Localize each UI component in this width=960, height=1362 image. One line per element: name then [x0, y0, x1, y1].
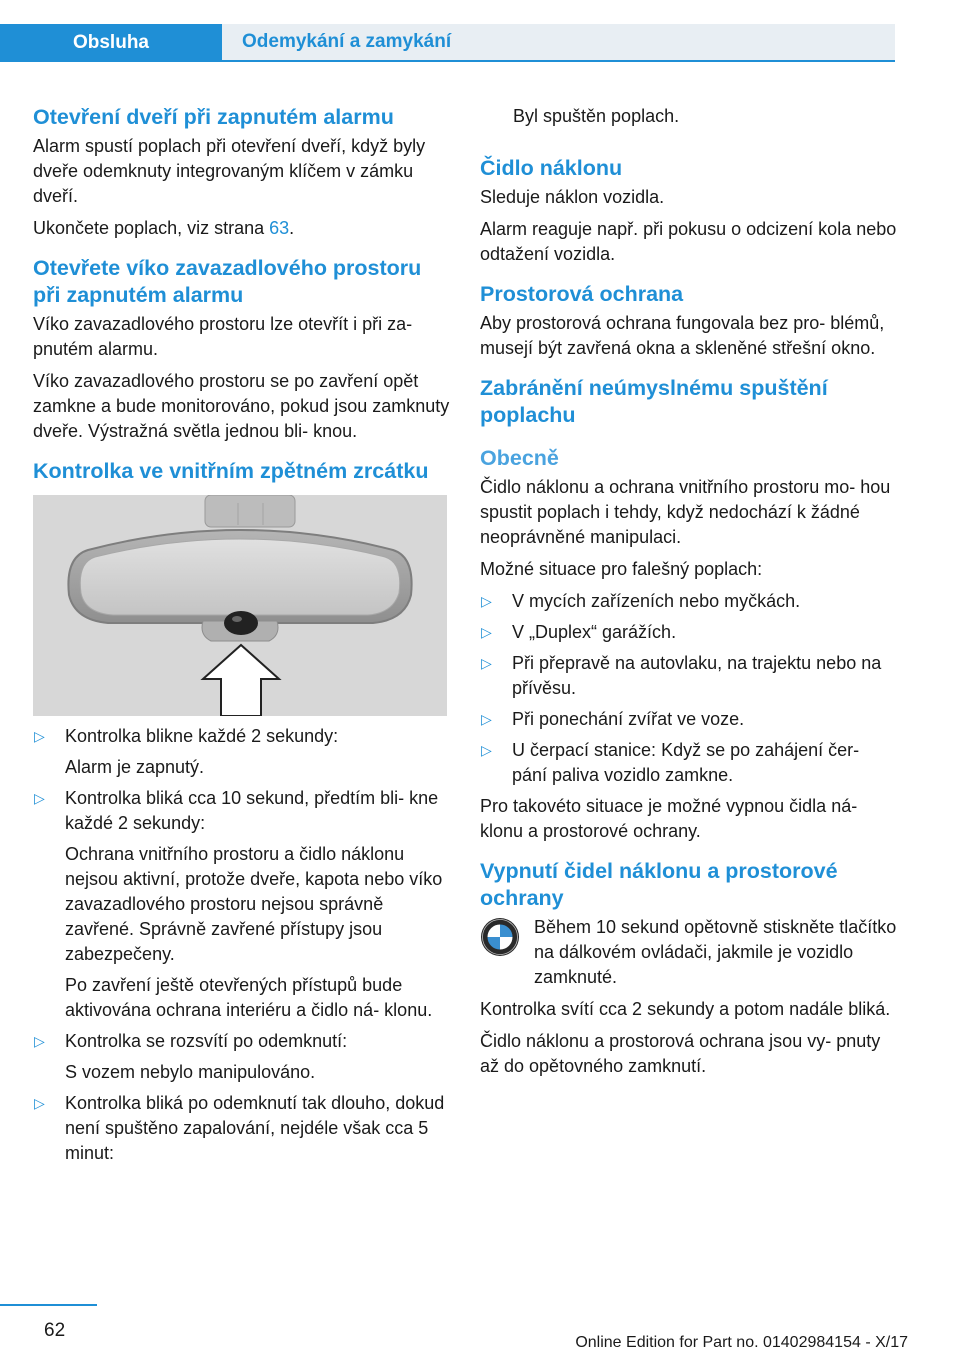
paragraph-page-reference	[33, 216, 451, 241]
triangle-right-icon: ▷	[481, 624, 492, 640]
list-item	[480, 738, 898, 788]
triangle-right-icon: ▷	[34, 1095, 45, 1111]
list-item-detail: S vozem nebylo manipulováno.	[65, 1062, 316, 1082]
heading-avoid-false-alarm: Zabránění neúmyslnému spuštění poplachu	[480, 376, 828, 427]
footer-divider	[0, 1304, 97, 1306]
list-item	[33, 724, 451, 780]
reference-end: .	[289, 218, 295, 238]
page-link[interactable]: 63	[269, 218, 290, 238]
list-item-detail: Alarm je zapnutý.	[65, 757, 205, 777]
heading-disable-sensors: Vypnutí čidel náklonu a prostorové ochrany	[480, 859, 838, 910]
list-item	[33, 1029, 451, 1085]
list-item	[33, 786, 451, 1023]
page-number: 62	[44, 1320, 66, 1341]
paragraph: Čidlo náklonu a prostorová ochrana jsou vy‐ pnuty až do opětovného zamknutí.	[480, 1031, 881, 1076]
rearview-mirror-image	[33, 495, 447, 716]
list-item-text: V „Duplex“ garážích.	[512, 622, 677, 642]
page-header	[0, 0, 960, 62]
list-item-text: Při přepravě na autovlaku, na trajektu nebo na přívěsu.	[512, 653, 882, 698]
paragraph: Sleduje náklon vozidla.	[480, 187, 665, 207]
paragraph: Víko zavazadlového prostoru se po zavření opět zamkne a bude monitorováno, pokud jsou zamknuty dveře. Výstražná světla jednou bli‐ knou.	[33, 371, 450, 441]
triangle-right-icon: ▷	[34, 790, 45, 806]
triangle-right-icon: ▷	[34, 728, 45, 744]
list-item-text: Kontrolka se rozsvítí po odemknutí:	[65, 1031, 348, 1051]
heading-door-opening-alarm: Otevření dveří při zapnutém alarmu	[33, 105, 394, 129]
paragraph: Čidlo náklonu a ochrana vnitřního prostoru mo‐ hou spustit poplach i tehdy, když nedochází k žádné neoprávněné manipulaci.	[480, 477, 891, 547]
list-item-text: U čerpací stanice: Když se po zahájení čer‐ pání paliva vozidlo zamkne.	[512, 740, 860, 785]
heading-interior-protection: Prostorová ochrana	[480, 282, 684, 306]
list-item	[480, 651, 898, 701]
header-divider	[222, 60, 895, 62]
paragraph: Alarm reaguje např. při pokusu o odcizení kola nebo odtažení vozidla.	[480, 219, 897, 264]
subheading-general: Obecně	[480, 446, 559, 470]
remote-instruction	[480, 915, 898, 990]
indicator-states-list	[33, 724, 451, 1166]
heading-trunk-lid-alarm: Otevřete víko zavazadlového prostoru při zapnutém alarmu	[33, 256, 422, 307]
paragraph: Aby prostorová ochrana fungovala bez pro‐ blémů, musejí být zavřená okna a skleněné střešní okno.	[480, 313, 885, 358]
mirror-illustration	[33, 495, 447, 716]
list-item-text: Kontrolka bliká cca 10 sekund, předtím bli‐ kne každé 2 sekundy:	[65, 788, 439, 833]
false-alarm-situations-list	[480, 589, 898, 788]
paragraph: Kontrolka svítí cca 2 sekundy a potom nadále bliká.	[480, 999, 891, 1019]
triangle-right-icon: ▷	[34, 1033, 45, 1049]
list-item-detail: Ochrana vnitřního prostoru a čidlo náklonu nejsou aktivní, protože dveře, kapota nebo víko zavazadlového prostoru nejsou správně zavřené. Správně zavřené přístupy jsou zabezpečeny.	[65, 844, 443, 964]
tab-chapter-title: Odemykání a zamykání	[222, 24, 895, 60]
list-item	[33, 1091, 451, 1166]
bmw-logo-icon	[480, 917, 520, 957]
list-item-text: Kontrolka bliká po odemknutí tak dlouho, dokud není spuštěno zapalování, nejdéle však cca 5 minut:	[65, 1093, 445, 1163]
paragraph: Během 10 sekund opětovně stiskněte tlačítko na dálkovém ovládači, jakmile je vozidlo zamknuté.	[534, 917, 897, 987]
list-item-detail: Po zavření ještě otevřených přístupů bude aktivována ochrana interiéru a čidlo ná‐ klonu.	[65, 975, 433, 1020]
paragraph: Pro takovéto situace je možné vypnou čidla ná‐ klonu a prostorové ochrany.	[480, 796, 858, 841]
right-column	[480, 104, 898, 1086]
paragraph: Víko zavazadlového prostoru lze otevřít i při za‐ pnutém alarmu.	[33, 314, 413, 359]
paragraph: Možné situace pro falešný poplach:	[480, 559, 763, 579]
edition-note: Online Edition for Part no. 01402984154 - X/17	[575, 1334, 908, 1351]
triangle-right-icon: ▷	[481, 593, 492, 609]
list-item-text: V mycích zařízeních nebo myčkách.	[512, 591, 801, 611]
list-item	[480, 707, 898, 732]
list-item	[480, 620, 898, 645]
triangle-right-icon: ▷	[481, 655, 492, 671]
heading-mirror-indicator: Kontrolka ve vnitřním zpětném zrcátku	[33, 459, 429, 483]
list-item-text: Při ponechání zvířat ve voze.	[512, 709, 745, 729]
triangle-right-icon: ▷	[481, 711, 492, 727]
left-column	[33, 96, 451, 1172]
paragraph: Alarm spustí poplach při otevření dveří, když byly dveře odemknuty integrovaným klíčem v zámku dveří.	[33, 136, 426, 206]
list-item-continuation: Byl spuštěn poplach.	[513, 106, 680, 126]
triangle-right-icon: ▷	[481, 742, 492, 758]
list-item-text: Kontrolka blikne každé 2 sekundy:	[65, 726, 339, 746]
list-item	[480, 589, 898, 614]
reference-text: Ukončete poplach, viz strana	[33, 218, 270, 238]
tab-section-obsluha: Obsluha	[0, 24, 222, 62]
heading-tilt-sensor: Čidlo náklonu	[480, 156, 623, 180]
